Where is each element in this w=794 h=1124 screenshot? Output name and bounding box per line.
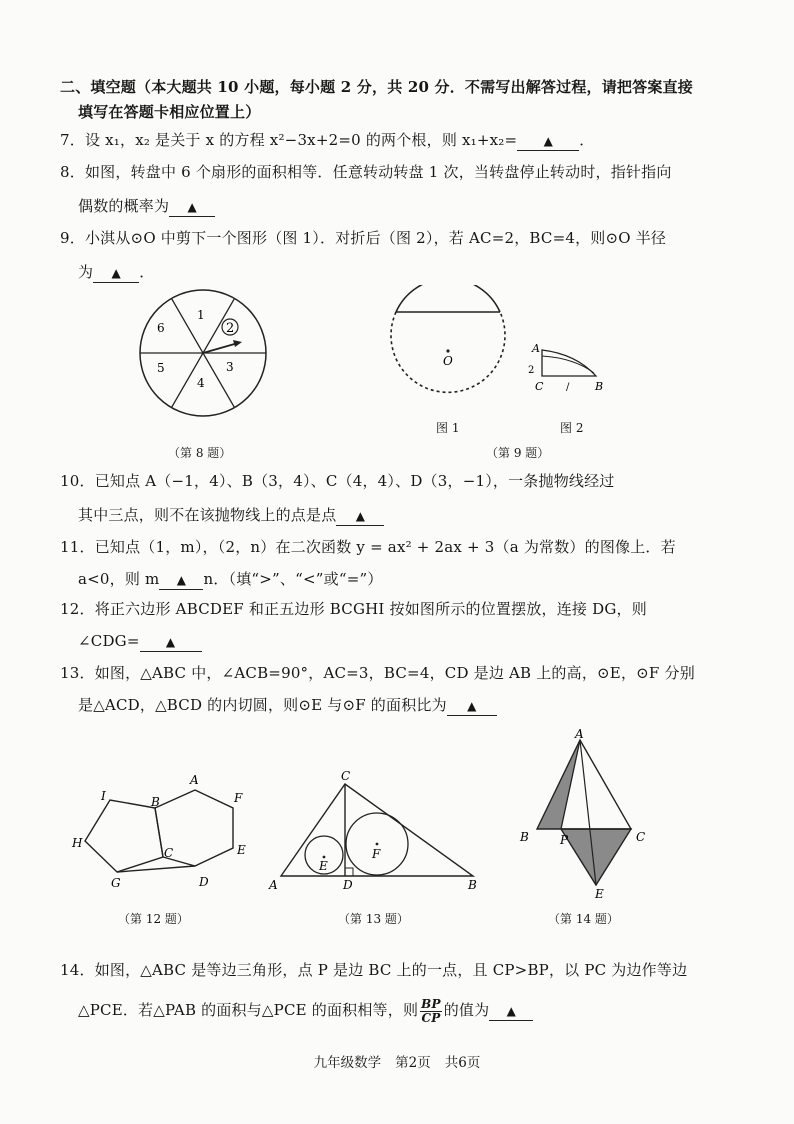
spinner-label-5: 5 bbox=[157, 361, 165, 375]
fig14-label-P: P bbox=[560, 833, 569, 847]
fig12-label-B: B bbox=[151, 795, 160, 809]
fig13-label-C: C bbox=[341, 769, 351, 783]
fig12-label-G: G bbox=[111, 876, 121, 890]
caption-fig2: 图 2 bbox=[560, 421, 584, 435]
question-11: 11．已知点（1，m），（2，n）在二次函数 y = ax² + 2ax + 3（a 为常数）的图像上．若 bbox=[60, 538, 676, 556]
figure-9-folded bbox=[528, 340, 608, 395]
caption-q9: （第 9 题） bbox=[486, 446, 550, 460]
section-title-cont: 填写在答题卡相应位置上） bbox=[78, 103, 261, 121]
question-14-cont: △PCE．若△PAB 的面积与△PCE 的面积相等，则 $\frac{BP}{CP}$ 的值为 ▲ bbox=[78, 995, 533, 1025]
fig13-label-B: B bbox=[468, 878, 477, 892]
fig9-mark-4: / bbox=[566, 382, 570, 393]
fig13-label-E: E bbox=[319, 859, 328, 873]
spinner-label-3: 3 bbox=[226, 360, 234, 374]
answer-blank: ▲ bbox=[165, 635, 176, 649]
answer-blank: ▲ bbox=[355, 509, 366, 523]
question-12-cont: ∠CDG= ▲ bbox=[78, 631, 202, 652]
question-10: 10．已知点 A（−1，4）、B（3，4）、C（4，4）、D（3，−1），一条抛物线经过 bbox=[60, 472, 615, 490]
question-number: 11． bbox=[60, 538, 95, 556]
figure-12 bbox=[66, 764, 266, 894]
fig9-label-A: A bbox=[532, 342, 540, 355]
caption-fig1: 图 1 bbox=[436, 421, 460, 435]
fig12-label-D: D bbox=[199, 875, 209, 889]
figure-14 bbox=[510, 728, 660, 903]
question-number: 8． bbox=[60, 163, 85, 181]
question-number: 13． bbox=[60, 664, 95, 682]
fig12-label-I: I bbox=[101, 789, 106, 803]
question-13: 13．如图，△ABC 中，∠ACB=90°，AC=3，BC=4，CD 是边 AB 上的高，⊙E，⊙F 分别 bbox=[60, 664, 695, 682]
caption-q8: （第 8 题） bbox=[168, 446, 232, 460]
question-12: 12．将正六边形 ABCDEF 和正五边形 BCGHI 按如图所示的位置摆放，连接 DG，则 bbox=[60, 600, 647, 618]
spinner-label-4: 4 bbox=[197, 376, 205, 390]
fig12-label-F: F bbox=[234, 791, 243, 805]
caption-q13: （第 13 题） bbox=[338, 912, 409, 926]
fig13-label-A: A bbox=[269, 878, 278, 892]
caption-q12: （第 12 题） bbox=[118, 912, 189, 926]
fig13-label-F: F bbox=[372, 847, 381, 861]
answer-blank: ▲ bbox=[543, 134, 554, 148]
question-number: 14． bbox=[60, 961, 95, 979]
answer-blank: ▲ bbox=[176, 573, 187, 587]
question-8: 8．如图，转盘中 6 个扇形的面积相等．任意转动转盘 1 次，当转盘停止转动时，指针指向 bbox=[60, 163, 672, 181]
question-9-cont: 为 ▲ ． bbox=[78, 263, 155, 281]
question-10-cont: 其中三点，则不在该抛物线上的点是点 ▲ bbox=[78, 505, 384, 526]
fig9-label-B: B bbox=[595, 380, 604, 393]
question-13-cont: 是△ACD，△BCD 的内切圆，则⊙E 与⊙F 的面积比为 ▲ bbox=[78, 695, 497, 716]
spinner-label-6: 6 bbox=[157, 321, 165, 335]
fig12-label-H: H bbox=[72, 836, 83, 850]
fig14-label-B: B bbox=[520, 830, 529, 844]
question-14: 14．如图，△ABC 是等边三角形，点 P 是边 BC 上的一点，且 CP>BP，以 PC 为边作等边 bbox=[60, 961, 688, 979]
fig14-label-C: C bbox=[636, 830, 646, 844]
answer-blank: ▲ bbox=[506, 1004, 517, 1018]
footer-page: 第2页 bbox=[395, 1055, 431, 1071]
figure-9-circle bbox=[385, 285, 515, 415]
fig14-label-A: A bbox=[575, 728, 584, 741]
answer-blank: ▲ bbox=[467, 699, 477, 713]
question-number: 9． bbox=[60, 229, 85, 247]
question-number: 10． bbox=[60, 472, 95, 490]
caption-q14: （第 14 题） bbox=[548, 912, 619, 926]
answer-blank: ▲ bbox=[111, 266, 121, 280]
question-11-cont: a<0，则 m ▲ n．（填“>”、“<”或“=”） bbox=[78, 570, 383, 588]
question-9: 9．小淇从⊙O 中剪下一个图形（图 1）．对折后（图 2），若 AC=2，BC=4，则⊙O 半径 bbox=[60, 229, 667, 247]
fig9-mark-2: 2 bbox=[528, 365, 535, 376]
fig9-label-C: C bbox=[535, 380, 544, 393]
question-8-cont: 偶数的概率为 ▲ bbox=[78, 196, 215, 217]
question-number: 7． bbox=[60, 131, 85, 149]
spinner-label-1: 1 bbox=[197, 308, 205, 322]
spinner-label-2: 2 bbox=[226, 321, 235, 336]
fig12-label-E: E bbox=[237, 843, 246, 857]
spinner-figure bbox=[130, 285, 280, 435]
footer-grade: 九年级数学 bbox=[313, 1055, 382, 1071]
fig12-label-A: A bbox=[190, 773, 199, 787]
answer-blank: ▲ bbox=[187, 200, 197, 214]
figure-13 bbox=[263, 764, 493, 894]
question-number: 12． bbox=[60, 600, 95, 618]
section-title: 二、填空题（本大题共 10 小题，每小题 2 分，共 20 分．不需写出解答过程，请把答案直接 bbox=[60, 78, 693, 96]
fig14-label-E: E bbox=[595, 887, 604, 901]
question-7: 7．设 x₁，x₂ 是关于 x 的方程 x²−3x+2=0 的两个根，则 x₁+x₂= ▲ ． bbox=[60, 131, 595, 149]
fig13-label-D: D bbox=[343, 878, 353, 892]
footer-total: 共6页 bbox=[444, 1055, 481, 1071]
page-footer bbox=[0, 1051, 794, 1071]
fig9-label-O: O bbox=[443, 354, 453, 368]
ratio-fraction: $\frac{BP}{CP}$ bbox=[421, 996, 441, 1025]
fig12-label-C: C bbox=[164, 846, 174, 860]
